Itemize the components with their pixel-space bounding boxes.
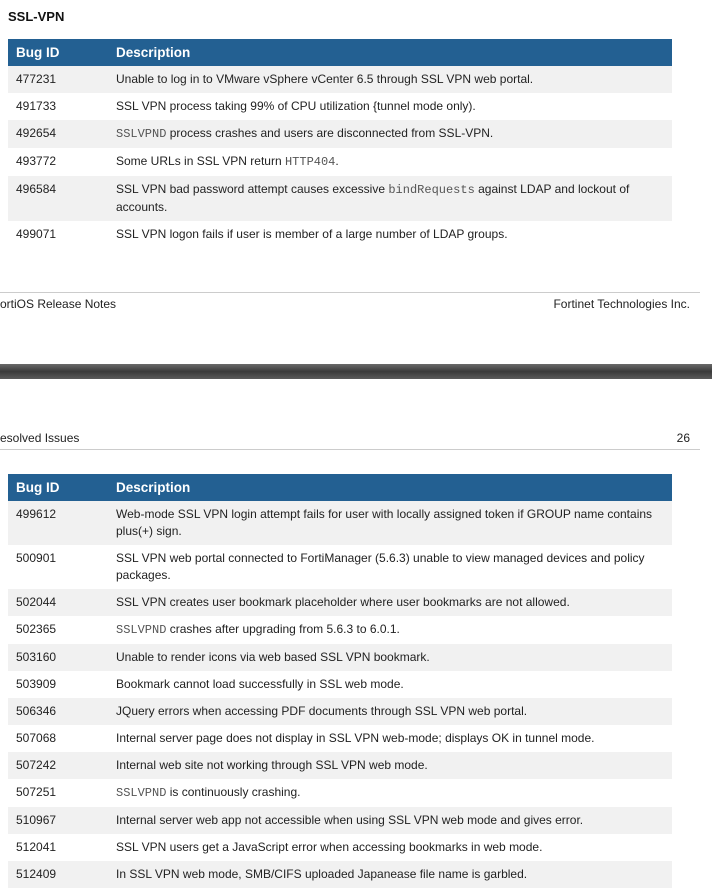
bug-description: [108, 644, 672, 671]
bug-id: 507251: [16, 785, 57, 799]
bug-id: 500901: [16, 551, 57, 565]
bug-description: [108, 589, 672, 616]
page-separator: [0, 364, 712, 379]
code-text: SSLVPND: [116, 786, 167, 800]
table-row: [8, 644, 672, 671]
bug-id: 499612: [8, 501, 108, 545]
footer-left: ortiOS Release Notes: [0, 297, 117, 311]
bug-id: 512409: [8, 861, 108, 888]
bug-id: 492654: [8, 120, 108, 148]
text: SSL VPN logon fails if user is member of a large number of LDAP groups.: [116, 227, 508, 241]
bug-id: 512041: [16, 840, 57, 854]
bug-description: [108, 861, 672, 888]
bug-description: [108, 148, 672, 176]
text: Unable to log in to VMware vSphere vCenter 6.5 through SSL VPN web portal.: [116, 72, 534, 86]
bug-description: [108, 545, 672, 589]
text: Internal web site not working through SSL VPN web mode.: [116, 758, 428, 772]
table-row: [8, 545, 672, 589]
table-row: [8, 807, 672, 834]
table-row: [8, 698, 672, 725]
text: SSL VPN process taking 99% of CPU utilization {tunnel mode only).: [116, 99, 476, 113]
table-row: [8, 671, 672, 698]
header-left: esolved Issues: [0, 431, 80, 445]
bug-description: [108, 698, 672, 725]
bug-table-2: [8, 474, 672, 888]
text: process crashes and users are disconnected from SSL-VPN.: [166, 126, 494, 140]
code-text: SSLVPND: [116, 127, 167, 141]
col-description: Description: [108, 474, 672, 501]
bug-description: [108, 671, 672, 698]
footer-divider: [0, 292, 700, 293]
table-row: [8, 93, 672, 120]
bug-id: 506346: [8, 698, 108, 725]
table-row: [8, 616, 672, 644]
bug-id: 502365: [16, 622, 57, 636]
bug-id: 503160: [8, 644, 108, 671]
col-description: Description: [108, 39, 672, 66]
text: In SSL VPN web mode, SMB/CIFS uploaded Japanease file name is garbled.: [116, 867, 528, 881]
bug-id: 507242: [8, 752, 108, 779]
bug-id: 496584: [8, 176, 108, 221]
text: Web-mode SSL VPN login attempt fails for user with locally assigned token if GROUP name contains plus(+) sign.: [116, 507, 653, 538]
table-row: [8, 861, 672, 888]
table-row: [8, 66, 672, 93]
bug-id: 503909: [16, 677, 57, 691]
table-row: [8, 221, 672, 248]
bug-description: [108, 834, 672, 861]
text: Internal server page does not display in SSL VPN web-mode; displays OK in tunnel mode.: [116, 731, 595, 745]
bug-description: [108, 176, 672, 221]
table-row: [8, 176, 672, 221]
bug-id: 491733: [16, 99, 57, 113]
col-bug-id: Bug ID: [8, 474, 108, 501]
text: SSL VPN bad password attempt causes excessive: [116, 182, 389, 196]
bug-description: [108, 501, 672, 545]
table-row: [8, 725, 672, 752]
bug-id: 502044: [8, 589, 108, 616]
text: SSL VPN creates user bookmark placeholder where user bookmarks are not allowed.: [116, 595, 570, 609]
text: .: [335, 154, 339, 168]
text: Unable to render icons via web based SSL VPN bookmark.: [116, 650, 430, 664]
table-row: [8, 148, 672, 176]
header-divider: [0, 449, 700, 450]
footer-right: Fortinet Technologies Inc.: [553, 297, 690, 311]
bug-description: [108, 66, 672, 93]
text: crashes after upgrading from 5.6.3 to 6.0.1.: [166, 622, 400, 636]
bug-id: 493772: [16, 154, 57, 168]
text: Some URLs in SSL VPN return: [116, 154, 285, 168]
bug-id: 507068: [16, 731, 57, 745]
bug-id: 477231: [8, 66, 108, 93]
code-text: bindRequests: [388, 183, 475, 197]
code-text: HTTP404: [284, 155, 336, 169]
bug-description: [108, 616, 672, 644]
bug-description: [108, 807, 672, 834]
text: SSL VPN users get a JavaScript error when accessing bookmarks in web mode.: [116, 840, 543, 854]
table-row: [8, 779, 672, 807]
bug-description: [108, 93, 672, 120]
bug-description: [108, 752, 672, 779]
table-row: [8, 120, 672, 148]
table-row: [8, 589, 672, 616]
bug-description: [108, 725, 672, 752]
table-row: [8, 752, 672, 779]
bug-id: 510967: [8, 807, 108, 834]
bug-id: 499071: [16, 227, 57, 241]
section-title: SSL-VPN: [8, 9, 65, 24]
table-row: [8, 834, 672, 861]
text: against LDAP and lockout of accounts.: [116, 182, 630, 214]
table-row: [8, 501, 672, 545]
text: SSL VPN web portal connected to FortiManager (5.6.3) unable to view managed devices and policy packages.: [116, 551, 645, 582]
bug-description: [108, 779, 672, 807]
col-bug-id: Bug ID: [8, 39, 108, 66]
bug-description: [108, 221, 672, 248]
text: is continuously crashing.: [166, 785, 301, 799]
page-number: 26: [676, 431, 690, 445]
bug-description: [108, 120, 672, 148]
code-text: SSLVPND: [116, 623, 167, 637]
text: Internal server web app not accessible when using SSL VPN web mode and gives error.: [116, 813, 584, 827]
text: JQuery errors when accessing PDF documents through SSL VPN web portal.: [116, 704, 528, 718]
text: Bookmark cannot load successfully in SSL web mode.: [116, 677, 404, 691]
bug-table-1: [8, 39, 672, 248]
